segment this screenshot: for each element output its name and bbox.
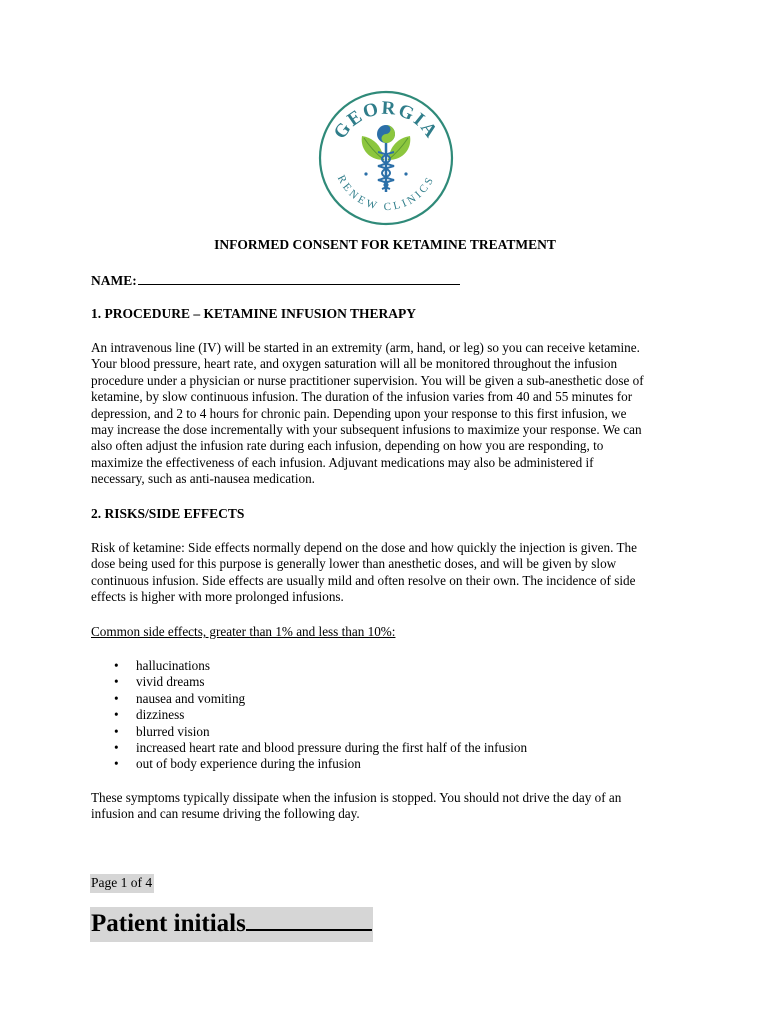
logo-bottom-text: RENEW CLINICS	[334, 173, 438, 214]
list-item: • increased heart rate and blood pressure during the first half of the infusion	[114, 740, 528, 756]
paragraph-line: infusion and can resume driving the following day.	[91, 806, 360, 822]
paragraph-line: also often adjust the infusion rate during each infusion, depending on how you are responding, to	[91, 438, 604, 454]
paragraph-line: may increase the dose incrementally with your subsequent infusions to maximize your response. We can	[91, 422, 642, 438]
page-number: Page 1 of 4	[90, 874, 154, 893]
paragraph-line: Risk of ketamine: Side effects normally depend on the dose and how quickly the injection is given. The	[91, 540, 637, 555]
initials-blank-line	[246, 907, 372, 931]
list-item: • hallucinations	[114, 658, 210, 673]
paragraph-line: maximize the effectiveness of each infusion. Adjuvant medications may also be administered if	[91, 454, 594, 470]
list-item: • out of body experience during the infusion	[114, 756, 361, 772]
paragraph-line: continuous infusion. Side effects are usually mild and often resolve on their own. The incidence of side	[91, 572, 636, 588]
patient-initials-field	[90, 907, 373, 942]
paragraph-line: An intravenous line (IV) will be started in an extremity (arm, hand, or leg) so you can receive ketamine.	[91, 340, 640, 355]
common-side-effects-label: Common side effects, greater than 1% and less than 10%:	[91, 624, 396, 639]
paragraph-line: ketamine, by slow continuous infusion. The duration of the infusion varies from 40 and 55 minutes for	[91, 389, 633, 405]
list-item: • vivid dreams	[114, 674, 205, 690]
section-2-heading: 2. RISKS/SIDE EFFECTS	[91, 506, 245, 521]
logo-top-text: GEORGIA	[329, 97, 443, 144]
paragraph-line: necessary, such as anti-nausea medication.	[91, 471, 315, 487]
patient-initials-label: Patient initials	[91, 910, 246, 937]
section-1-heading: 1. PROCEDURE – KETAMINE INFUSION THERAPY	[91, 306, 417, 321]
paragraph-line: Your blood pressure, heart rate, and oxygen saturation will all be monitored throughout the infusion	[91, 356, 618, 372]
paragraph-line: depression, and 2 to 4 hours for chronic pain. Depending upon your response to this first infusion, we	[91, 405, 627, 421]
list-item: • dizziness	[114, 707, 185, 723]
paragraph-line: procedure under a physician or nurse practitioner supervision. You will be given a sub-anesthetic dose of	[91, 372, 644, 388]
name-blank-line	[138, 271, 460, 285]
name-field	[91, 271, 460, 289]
document-title: INFORMED CONSENT FOR KETAMINE TREATMENT	[214, 237, 556, 252]
paragraph-line: dose being used for this purpose is generally lower than anesthetic doses, and will be given by slow	[91, 556, 617, 572]
georgia-renew-clinics-logo	[318, 90, 454, 226]
paragraph-line: These symptoms typically dissipate when the infusion is stopped. You should not drive the day of an	[91, 790, 622, 805]
name-label: NAME:	[91, 273, 137, 288]
paragraph-line: effects is higher with more prolonged infusions.	[91, 589, 344, 605]
section-2-paragraph	[91, 540, 681, 606]
list-item: • blurred vision	[114, 723, 210, 739]
list-item: • nausea and vomiting	[114, 690, 246, 706]
closing-paragraph	[91, 790, 681, 823]
side-effects-list	[91, 658, 527, 773]
section-1-paragraph	[91, 340, 681, 488]
